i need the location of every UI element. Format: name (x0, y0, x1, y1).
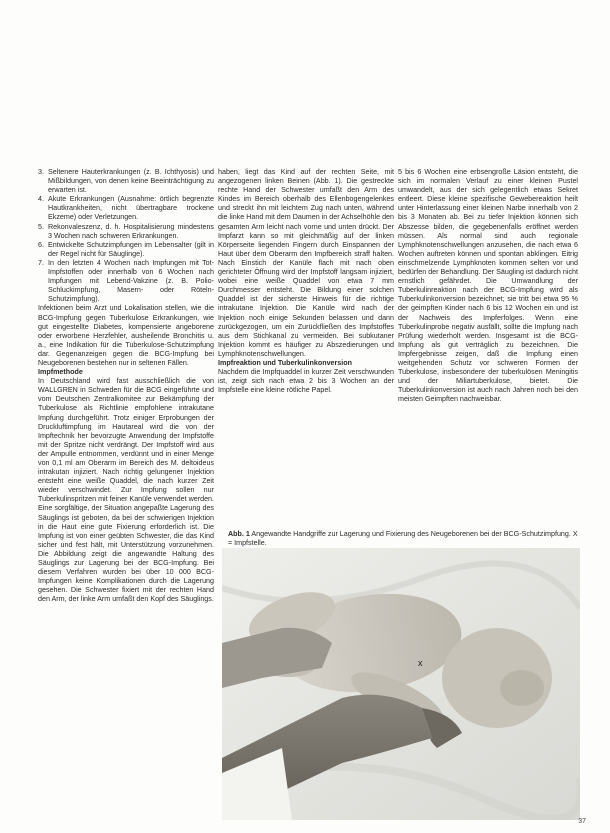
list-number: 4. (38, 195, 44, 204)
figure-photo (222, 548, 580, 820)
list-text: Rekonvaleszenz, d. h. Hospitalisierung mindestens 3 Wochen nach schweren Erkrankungen. (48, 222, 214, 240)
section-heading: Impfmethode (38, 368, 83, 377)
list-number: 5. (38, 222, 44, 231)
list-number: 7. (38, 258, 44, 267)
body-paragraph: In Deutschland wird fast ausschließlich die von WALLGREN in Schweden für die BCG eingeführte und vom Deutschen Zentralkomitee zur Bekämpfung der Tuberkulose als Richtlinie empfohlene intrakutane Impfung durchgeführt. Trotz einiger Erprobungen der Druckluftimpfung im Hautareal wird die von der Impftechnik her bevorzugte Anwendung der Impfstoffe mit der Spritze nicht verdrängt. Der Impfstoff wird aus der Ampulle entnommen, verdünnt und in einer Menge von 0,1 ml am Oberarm im Bereich des M. deltoideus intrakutan injiziert. Nach richtig gelungener Injektion entsteht eine weiße Quaddel, die nach kurzer Zeit wieder verschwindet. Zur Impfung sollen nur Tuberkulinspritzen mit feiner Kanüle verwendet werden. Eine sorgfältige, der Situation angepaßte Lagerung des Säuglings ist geboten, da bei der schwierigen Injektion in die Haut eine gute Fixierung erforderlich ist. Die Impfung ist von einer geübten Schwester, die das Kind sicher und fest hält, mit Unterstützung vorzunehmen. Die Abbildung zeigt die angewandte Haltung des Säuglings zur Lagerung bei der BCG-Impfung. Bei diesem Verfahren wurden bei über 10 000 BCG-Impfungen keine Komplikationen durch die Lagerung gesehen. Die Schwester fixiert mit der rechten Hand den Arm, der linke Arm umfaßt den Kopf des Säuglings. (38, 377, 214, 604)
list-text: In den letzten 4 Wochen nach Impfungen mit Tot-Impfstoffen oder innerhalb von 6 Wochen nach Impfungen mit Lebend-Vakzine (z. B. Polio-Schluckimpfung, Masern- oder Röteln-Schutzimpfung). (48, 258, 214, 304)
list-number: 3. (38, 168, 44, 176)
body-paragraph: haben, liegt das Kind auf der rechten Seite, mit angezogenen linken Beinen (Abb. 1). Die gestreckte rechte Hand der Schwester umfaßt den Arm des Kindes im Bereich oberhalb des Ellenbogengelenkes und streckt ihn mit leichtem Zug nach unten, während die linke Hand mit dem Daumen in der Achselhöhle den gesamten Arm leicht nach vorne und unten drückt. Der Impfarzt kann so mit gleichmäßig auf der linken Körperseite liegenden Fingern durch Einspannen der Haut über dem Oberarm den Impfbereich straff halten. Nach Einstich der Kanüle flach mit nach oben gerichteter Öffnung wird der Impfstoff langsam injiziert, wobei eine weiße Quaddel von etwa 7 mm Durchmesser entsteht. Die Bildung einer solchen Quaddel ist der sicherste Hinweis für die richtige intrakutane Injektion. Die Kanüle wird nach der Injektion noch einige Sekunden belassen und dann zurückgezogen, um ein Zurückfließen des Impfstoffes aus dem Stichkanal zu vermeiden. Bei subkutaner Injektion kommt es häufiger zu Abszedierungen und Lymphknotenschwellungen. (218, 168, 394, 358)
list-item (38, 168, 214, 195)
list-item (38, 259, 214, 304)
figure-caption-text: Angewandte Handgriffe zur Lagerung und Fixierung des Neugeborenen bei der BCG-Schutzimpfung. X = Impfstelle. (228, 530, 578, 547)
svg-text:x: x (418, 658, 423, 668)
body-paragraph: 5 bis 6 Wochen eine erbsengroße Läsion entsteht, die sich im normalen Verlauf zu einer kleinen Pustel umwandelt, aus der sich gelegentlich etwas Sekret entleert. Diese kleine spezifische Gewebereaktion heilt unter Hinterlassung einer kleinen Narbe innerhalb von 2 bis 3 Monaten ab. Bei zu tiefer Injektion können sich Abszesse bilden, die gegebenenfalls eröffnet werden müssen. Als normal sind auch regionale Lymphknotenschwellungen anzusehen, die nach etwa 6 Wochen auftreten können und spontan abklingen. Eitrig einschmelzende Lymphknoten kommen selten vor und bedürfen der Behandlung. Der Säugling ist dadurch nicht ernstlich gefährdet. Die Umwandlung der Tuberkulinreaktion nach der BCG-Impfung wird als Tuberkulinkonversion bezeichnet; sie tritt bei etwa 95 % der geimpften Kinder nach 6 bis 12 Wochen ein und ist der Nachweis des Impferfolges. Wenn eine Tuberkulinprobe negativ ausfällt, sollte die Impfung nach Prüfung wiederholt werden. Insgesamt ist die BCG-Impfung als gut verträglich zu bezeichnen. Die Impfergebnisse zeigen, daß die Impfung einen weitgehenden Schutz vor schweren Formen der Tuberkulose, insbesondere der tuberkulösen Meningitis und der Miliartuberkulose, bietet. Die Tuberkulinkonversion ist auch nach Jahren noch bei den meisten Geimpften nachweisbar. (398, 168, 578, 404)
figure-label: Abb. 1 (228, 530, 250, 538)
page-number: 37 (578, 818, 586, 825)
figure-caption (228, 530, 582, 548)
list-number: 6. (38, 240, 44, 249)
list-item (38, 241, 214, 259)
section-heading: Impfreaktion und Tuberkulinkonversion (218, 358, 352, 367)
text-column-left (38, 168, 214, 818)
list-item (38, 195, 214, 222)
list-text: Akute Erkrankungen (Ausnahme: örtlich begrenzte Hautkrankheiten, nicht übertragbare trockene Ekzeme) oder Verletzungen. (48, 195, 214, 222)
body-paragraph: Infektionen beim Arzt und Lokalisation stellen, wie die BCG-Impfung gegen Tuberkulose Erkrankungen, wie gut eingestellte Diabetes, kompensierte angeborene oder erworbene Herzfehler, ausheilende Bronchitis u. a., eine Indikation für die Tuberkulose-Schutzimpfung dar. Gegenanzeigen gegen die BCG-Impfung bei Neugeborenen bestehen nur in seltenen Fällen. (38, 304, 214, 367)
list-text: Seltenere Hauterkrankungen (z. B. Ichthyosis) und Mißbildungen, von denen keine Beeinträchtigung zu erwarten ist. (48, 168, 214, 195)
text-column-middle (218, 168, 394, 538)
list-item (38, 223, 214, 241)
body-paragraph: Nachdem die Impfquaddel in kurzer Zeit verschwunden ist, zeigt sich nach etwa 2 bis 3 Wochen an der Impfstelle eine kleine rötliche Papel. (218, 368, 394, 395)
infant-vaccination-photo (222, 548, 580, 820)
text-column-right (398, 168, 578, 536)
list-text: Entwickelte Schutzimpfungen im Lebensalter (gilt in der Regel nicht für Säuglinge). (48, 240, 214, 258)
contraindication-list (38, 168, 214, 304)
